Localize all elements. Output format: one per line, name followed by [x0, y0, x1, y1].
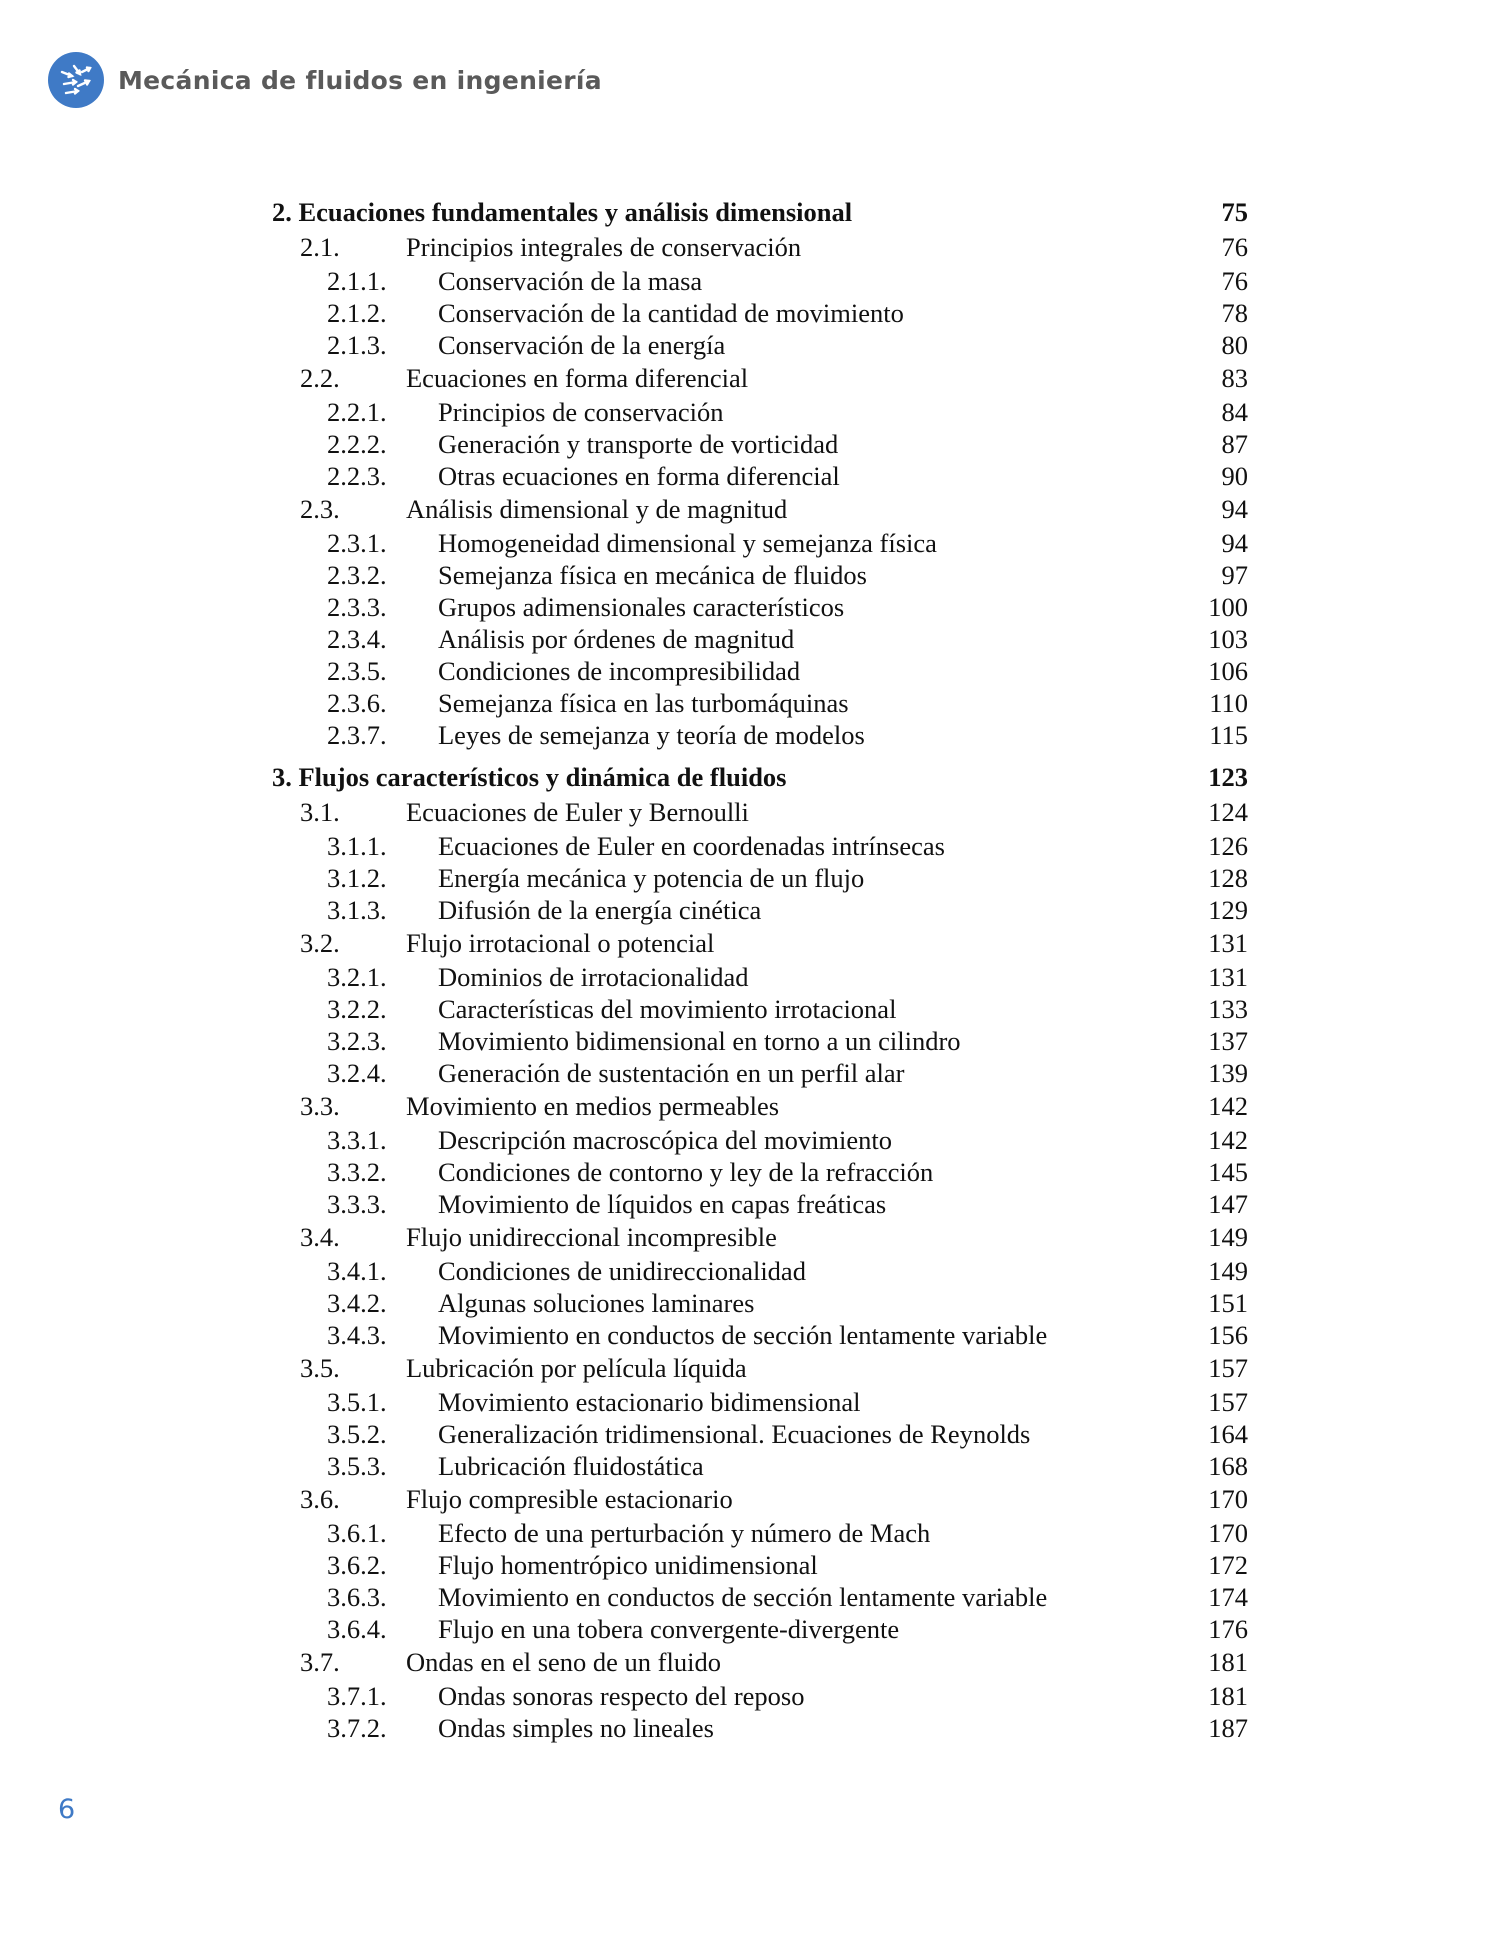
toc-entry-title: Flujo homentrópico unidimensional: [438, 1550, 818, 1580]
toc-entry-number: 3.2.3.: [327, 1026, 387, 1056]
toc-entry-title: Generalización tridimensional. Ecuaciones de Reynolds: [438, 1419, 1031, 1449]
toc-entry-title: Movimiento en conductos de sección lentamente variable: [438, 1582, 1048, 1612]
toc-entry-page: 181: [1208, 1681, 1248, 1711]
toc-subsection-row: [272, 527, 1248, 559]
toc-subsection-row: [272, 559, 1248, 591]
toc-entry-number: 2.1.2.: [327, 298, 387, 328]
toc-entry-number: 3.4.3.: [327, 1320, 387, 1350]
flow-arrows-icon: [48, 52, 104, 108]
toc-entry-title: Leyes de semejanza y teoría de modelos: [438, 720, 865, 750]
toc-entry-title: Principios de conservación: [438, 397, 724, 427]
toc-entry-page: 110: [1209, 688, 1248, 718]
toc-section-row: [272, 492, 1248, 527]
toc-entry-title: Movimiento bidimensional en torno a un cilindro: [438, 1026, 961, 1056]
toc-subsection-row: [272, 894, 1248, 926]
toc-subsection-row: [272, 591, 1248, 623]
toc-entry-number: 2.1.1.: [327, 266, 387, 296]
toc-entry-page: 97: [1221, 560, 1248, 590]
toc-entry-page: 170: [1208, 1518, 1248, 1548]
toc-entry-number: 3.3.: [300, 1091, 340, 1121]
toc-entry-title: Semejanza física en las turbomáquinas: [438, 688, 849, 718]
toc-entry-number: 3.1.3.: [327, 895, 387, 925]
toc-entry-number: 3.2.: [300, 928, 340, 958]
toc-entry-number: 3.4.: [300, 1222, 340, 1252]
toc-section-row: [272, 1645, 1248, 1680]
toc-entry-title: Flujo en una tobera convergente-divergente: [438, 1614, 900, 1644]
toc-entry-title: Movimiento en medios permeables: [406, 1091, 780, 1121]
toc-entry-page: 87: [1221, 429, 1248, 459]
toc-section-row: [272, 926, 1248, 961]
toc-subsection-row: [272, 1418, 1248, 1450]
toc-entry-number: 3.6.: [300, 1484, 340, 1514]
toc-entry-number: 2.3.3.: [327, 592, 387, 622]
toc-entry-page: 174: [1208, 1582, 1248, 1612]
toc-entry-title: Condiciones de incompresibilidad: [438, 656, 801, 686]
toc-entry-number: 2.3.6.: [327, 688, 387, 718]
toc-entry-page: 103: [1208, 624, 1248, 654]
toc-entry-title: Movimiento estacionario bidimensional: [438, 1387, 861, 1417]
toc-entry-title: Generación y transporte de vorticidad: [438, 429, 839, 459]
toc-entry-page: 149: [1208, 1222, 1248, 1252]
toc-subsection-row: [272, 1025, 1248, 1057]
toc-entry-page: 147: [1208, 1189, 1248, 1219]
toc-subsection-row: [272, 428, 1248, 460]
toc-subsection-row: [272, 862, 1248, 894]
toc-entry-page: 94: [1221, 494, 1248, 524]
toc-entry-title: Semejanza física en mecánica de fluidos: [438, 560, 867, 590]
toc-subsection-row: [272, 1450, 1248, 1482]
toc-entry-title: Algunas soluciones laminares: [438, 1288, 755, 1318]
toc-section-row: [272, 795, 1248, 830]
toc-subsection-row: [272, 1124, 1248, 1156]
toc-entry-number: 2.2.: [300, 363, 340, 393]
toc-entry-title: 3. Flujos característicos y dinámica de fluidos: [272, 762, 787, 792]
book-title: Mecánica de fluidos en ingeniería: [118, 65, 602, 95]
toc-entry-page: 78: [1221, 298, 1248, 328]
toc-entry-page: 139: [1208, 1058, 1248, 1088]
toc-entry-title: Difusión de la energía cinética: [438, 895, 762, 925]
toc-entry-page: 80: [1221, 330, 1248, 360]
toc-entry-page: 156: [1208, 1320, 1248, 1350]
toc-entry-page: 131: [1208, 928, 1248, 958]
toc-entry-title: Conservación de la masa: [438, 266, 703, 296]
toc-subsection-row: [272, 993, 1248, 1025]
toc-entry-number: 2.3.4.: [327, 624, 387, 654]
toc-subsection-row: [272, 623, 1248, 655]
toc-subsection-row: [272, 1712, 1248, 1744]
toc-entry-page: 90: [1221, 461, 1248, 491]
toc-subsection-row: [272, 329, 1248, 361]
toc-entry-number: 3.3.2.: [327, 1157, 387, 1187]
toc-entry-title: Efecto de una perturbación y número de Mach: [438, 1518, 931, 1548]
toc-entry-number: 3.5.3.: [327, 1451, 387, 1481]
toc-entry-title: Condiciones de unidireccionalidad: [438, 1256, 806, 1286]
toc-subsection-row: [272, 655, 1248, 687]
toc-entry-page: 172: [1208, 1550, 1248, 1580]
toc-entry-title: Lubricación por película líquida: [406, 1353, 747, 1383]
toc-entry-page: 151: [1208, 1288, 1248, 1318]
toc-entry-number: 2.1.3.: [327, 330, 387, 360]
toc-entry-title: Ecuaciones en forma diferencial: [406, 363, 749, 393]
toc-entry-number: 3.5.: [300, 1353, 340, 1383]
toc-entry-page: 123: [1208, 762, 1248, 792]
toc-entry-page: 76: [1221, 232, 1248, 262]
page-header: [48, 52, 602, 108]
toc-entry-title: Análisis por órdenes de magnitud: [438, 624, 795, 654]
toc-entry-page: 133: [1208, 994, 1248, 1024]
toc-entry-number: 2.2.3.: [327, 461, 387, 491]
toc-entry-title: Conservación de la cantidad de movimiento: [438, 298, 904, 328]
toc-entry-number: 3.5.2.: [327, 1419, 387, 1449]
toc-entry-title: Análisis dimensional y de magnitud: [406, 494, 788, 524]
toc-subsection-row: [272, 396, 1248, 428]
toc-entry-title: Principios integrales de conservación: [406, 232, 802, 262]
toc-entry-title: Descripción macroscópica del movimiento: [438, 1125, 893, 1155]
toc-entry-number: 3.6.3.: [327, 1582, 387, 1612]
toc-entry-title: Generación de sustentación en un perfil alar: [438, 1058, 905, 1088]
toc-entry-number: 2.3.7.: [327, 720, 387, 750]
toc-entry-title: Ecuaciones de Euler y Bernoulli: [406, 797, 749, 827]
toc-entry-title: Energía mecánica y potencia de un flujo: [438, 863, 865, 893]
toc-entry-page: 128: [1208, 863, 1248, 893]
toc-entry-number: 2.2.2.: [327, 429, 387, 459]
toc-entry-number: 3.3.3.: [327, 1189, 387, 1219]
toc-entry-number: 3.1.: [300, 797, 340, 827]
toc-entry-page: 131: [1208, 962, 1248, 992]
toc-subsection-row: [272, 687, 1248, 719]
toc-entry-number: 3.7.1.: [327, 1681, 387, 1711]
toc-subsection-row: [272, 1255, 1248, 1287]
toc-section-row: [272, 1220, 1248, 1255]
toc-entry-title: Flujo compresible estacionario: [406, 1484, 733, 1514]
toc-entry-page: 115: [1209, 720, 1248, 750]
toc-subsection-row: [272, 1613, 1248, 1645]
toc-entry-page: 168: [1208, 1451, 1248, 1481]
toc-subsection-row: [272, 1680, 1248, 1712]
toc-entry-page: 187: [1208, 1713, 1248, 1743]
toc-entry-page: 170: [1208, 1484, 1248, 1514]
toc-entry-title: Movimiento de líquidos en capas freáticas: [438, 1189, 887, 1219]
toc-section-row: [272, 1351, 1248, 1386]
toc-entry-title: Ondas sonoras respecto del reposo: [438, 1681, 805, 1711]
toc-subsection-row: [272, 265, 1248, 297]
toc-entry-number: 3.4.1.: [327, 1256, 387, 1286]
toc-entry-title: Características del movimiento irrotacional: [438, 994, 897, 1024]
toc-entry-number: 3.6.4.: [327, 1614, 387, 1644]
toc-subsection-row: [272, 1581, 1248, 1613]
toc-entry-number: 2.3.1.: [327, 528, 387, 558]
page-number: 6: [58, 1794, 76, 1825]
toc-subsection-row: [272, 1386, 1248, 1418]
toc-entry-number: 3.3.1.: [327, 1125, 387, 1155]
toc-section-row: [272, 361, 1248, 396]
toc-entry-page: 75: [1221, 197, 1248, 227]
toc-entry-number: 3.2.4.: [327, 1058, 387, 1088]
toc-entry-title: Ondas simples no lineales: [438, 1713, 714, 1743]
toc-chapter-row: [272, 194, 1248, 230]
toc-entry-title: Homogeneidad dimensional y semejanza física: [438, 528, 937, 558]
toc-entry-title: Condiciones de contorno y ley de la refracción: [438, 1157, 934, 1187]
toc-entry-title: Grupos adimensionales característicos: [438, 592, 845, 622]
toc-entry-number: 2.3.: [300, 494, 340, 524]
toc-entry-page: 76: [1221, 266, 1248, 296]
toc-section-row: [272, 230, 1248, 265]
toc-entry-title: Dominios de irrotacionalidad: [438, 962, 749, 992]
toc-entry-title: Movimiento en conductos de sección lentamente variable: [438, 1320, 1048, 1350]
toc-entry-number: 3.2.2.: [327, 994, 387, 1024]
toc-subsection-row: [272, 1287, 1248, 1319]
toc-entry-page: 176: [1208, 1614, 1248, 1644]
toc-entry-title: Otras ecuaciones en forma diferencial: [438, 461, 840, 491]
toc-entry-number: 3.6.1.: [327, 1518, 387, 1548]
toc-section-row: [272, 1089, 1248, 1124]
toc-subsection-row: [272, 460, 1248, 492]
toc-entry-title: Flujo unidireccional incompresible: [406, 1222, 777, 1252]
toc-entry-page: 157: [1208, 1387, 1248, 1417]
toc-entry-page: 84: [1221, 397, 1248, 427]
toc-entry-page: 126: [1208, 831, 1248, 861]
toc-entry-page: 164: [1208, 1419, 1248, 1449]
toc-entry-title: Ondas en el seno de un fluido: [406, 1647, 721, 1677]
toc-entry-number: 2.3.2.: [327, 560, 387, 590]
toc-entry-number: 3.1.1.: [327, 831, 387, 861]
toc-entry-page: 137: [1208, 1026, 1248, 1056]
toc-entry-page: 106: [1208, 656, 1248, 686]
toc-entry-title: Flujo irrotacional o potencial: [406, 928, 715, 958]
toc-subsection-row: [272, 297, 1248, 329]
toc-entry-page: 145: [1208, 1157, 1248, 1187]
toc-entry-page: 149: [1208, 1256, 1248, 1286]
toc-subsection-row: [272, 1517, 1248, 1549]
toc-subsection-row: [272, 719, 1248, 751]
toc-subsection-row: [272, 1057, 1248, 1089]
toc-subsection-row: [272, 830, 1248, 862]
toc-section-row: [272, 1482, 1248, 1517]
toc-entry-title: Ecuaciones de Euler en coordenadas intrínsecas: [438, 831, 945, 861]
toc-chapter-row: [272, 759, 1248, 795]
toc-entry-title: Lubricación fluidostática: [438, 1451, 704, 1481]
table-of-contents: [272, 194, 1248, 1744]
toc-subsection-row: [272, 1549, 1248, 1581]
toc-entry-number: 3.6.2.: [327, 1550, 387, 1580]
toc-entry-number: 2.3.5.: [327, 656, 387, 686]
toc-entry-number: 3.7.: [300, 1647, 340, 1677]
toc-entry-number: 3.2.1.: [327, 962, 387, 992]
toc-entry-number: 3.5.1.: [327, 1387, 387, 1417]
toc-entry-page: 157: [1208, 1353, 1248, 1383]
toc-entry-number: 3.4.2.: [327, 1288, 387, 1318]
toc-entry-number: 2.2.1.: [327, 397, 387, 427]
toc-entry-page: 94: [1221, 528, 1248, 558]
toc-entry-page: 142: [1208, 1125, 1248, 1155]
toc-entry-number: 3.1.2.: [327, 863, 387, 893]
toc-subsection-row: [272, 1188, 1248, 1220]
toc-entry-number: 3.7.2.: [327, 1713, 387, 1743]
toc-subsection-row: [272, 1319, 1248, 1351]
toc-entry-page: 124: [1208, 797, 1248, 827]
toc-entry-page: 181: [1208, 1647, 1248, 1677]
toc-entry-page: 83: [1221, 363, 1248, 393]
toc-entry-title: Conservación de la energía: [438, 330, 726, 360]
toc-entry-title: 2. Ecuaciones fundamentales y análisis dimensional: [272, 197, 853, 227]
toc-entry-page: 129: [1208, 895, 1248, 925]
toc-entry-page: 100: [1208, 592, 1248, 622]
toc-entry-number: 2.1.: [300, 232, 340, 262]
toc-entry-page: 142: [1208, 1091, 1248, 1121]
toc-subsection-row: [272, 1156, 1248, 1188]
toc-subsection-row: [272, 961, 1248, 993]
